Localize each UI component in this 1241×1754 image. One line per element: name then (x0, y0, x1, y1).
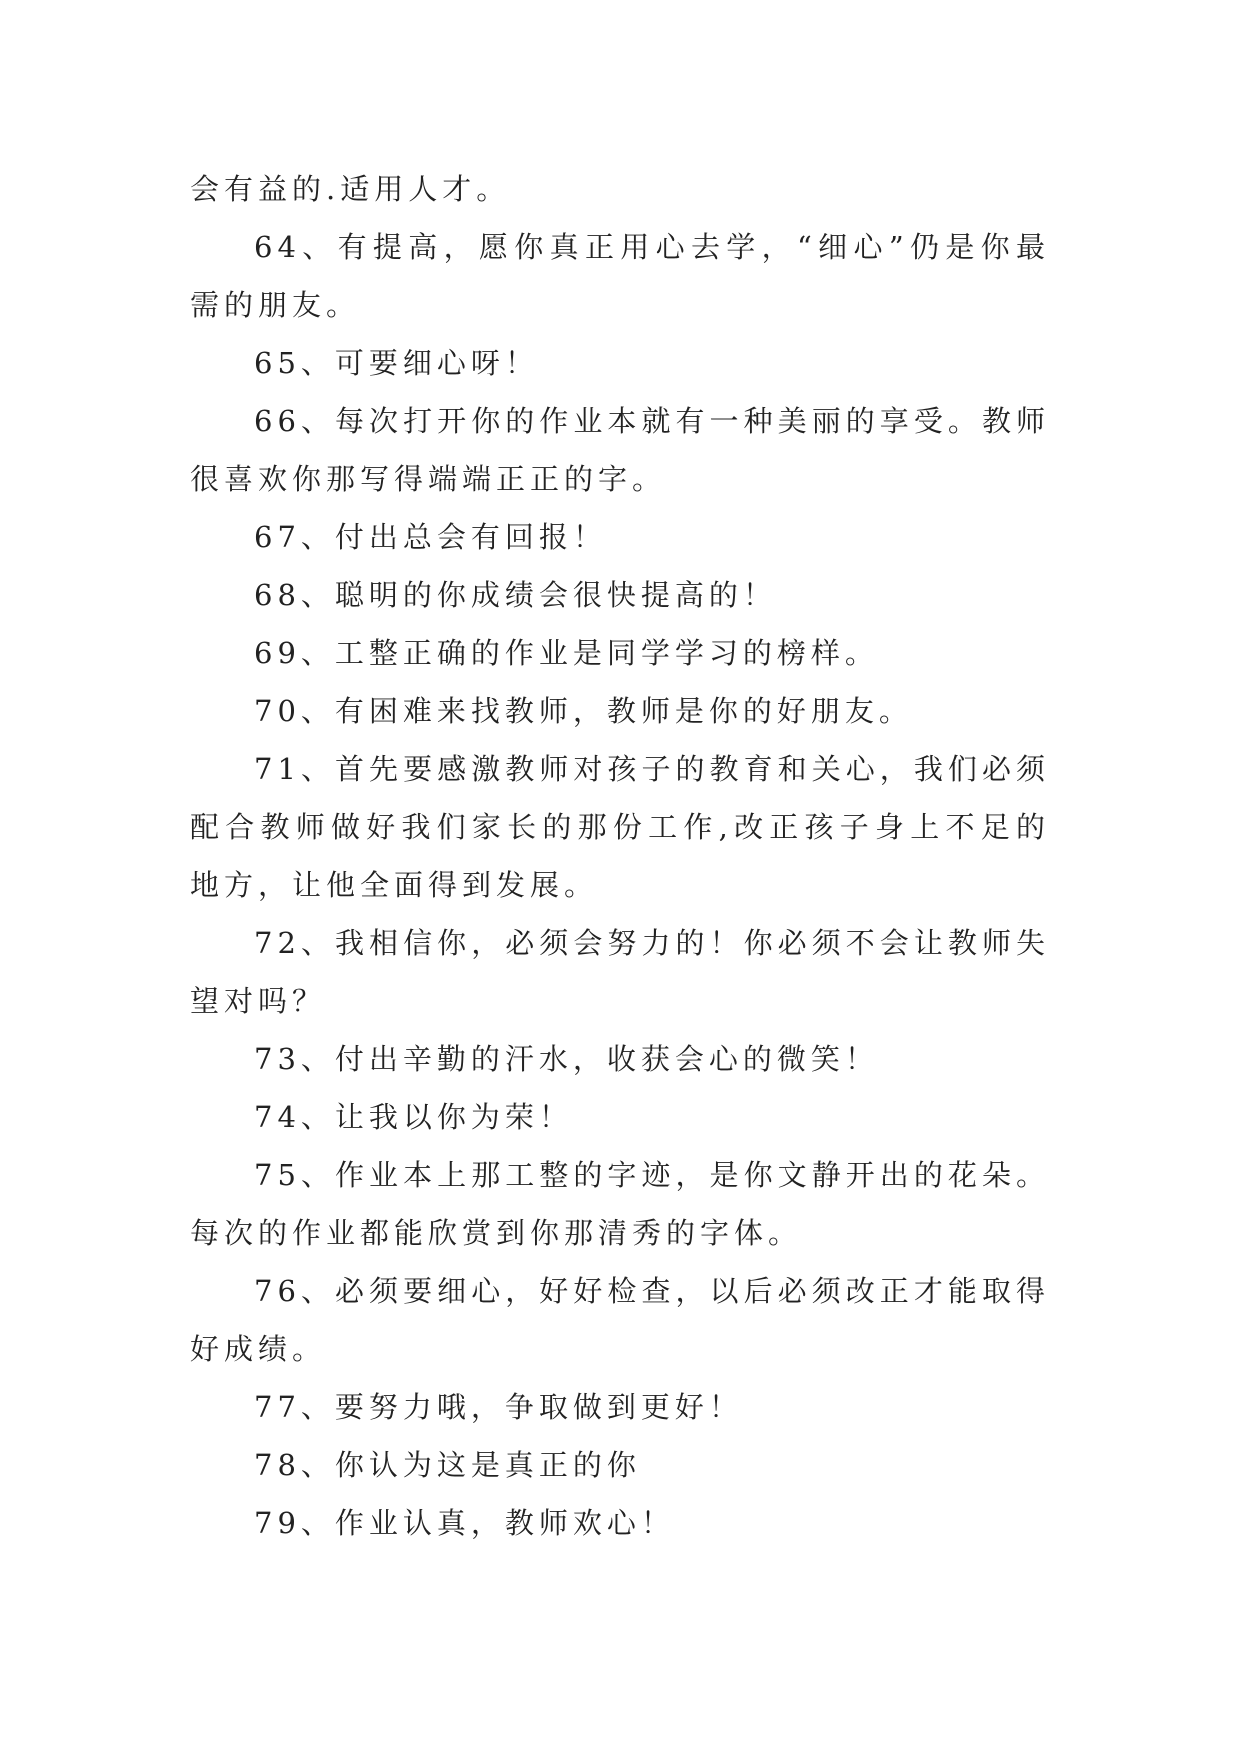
paragraph-70: 70、有困难来找教师，教师是你的好朋友。 (254, 694, 913, 728)
paragraph-71: 71、首先要感激教师对孩子的教育和关心，我们必须配合教师做好我们家长的那份工作,改正孩子身上不足的地方，让他全面得到发展。 (190, 752, 1050, 902)
paragraph-76: 76、必须要细心，好好检查，以后必须改正才能取得好成绩。 (190, 1274, 1050, 1366)
paragraph-73: 73、付出辛勤的汗水，收获会心的微笑！ (254, 1042, 879, 1076)
paragraph-78: 78、你认为这是真正的你 (254, 1448, 641, 1482)
paragraph-77: 77、要努力哦，争取做到更好！ (254, 1390, 743, 1424)
paragraph-79: 79、作业认真，教师欢心！ (254, 1506, 675, 1540)
paragraph-75: 75、作业本上那工整的字迹，是你文静开出的花朵。每次的作业都能欣赏到你那清秀的字体。 (190, 1158, 1050, 1250)
paragraph-68: 68、聪明的你成绩会很快提高的！ (254, 578, 777, 612)
paragraph-65: 65、可要细心呀！ (254, 346, 539, 380)
paragraph-continuation: 会有益的.适用人才。 (190, 172, 511, 206)
paragraph-67: 67、付出总会有回报！ (254, 520, 607, 554)
paragraph-69: 69、工整正确的作业是同学学习的榜样。 (254, 636, 879, 670)
paragraph-64: 64、有提高，愿你真正用心去学，“细心”仍是你最需的朋友。 (190, 230, 1050, 322)
paragraph-74: 74、让我以你为荣！ (254, 1100, 573, 1134)
document-body (190, 160, 1050, 1552)
paragraph-66: 66、每次打开你的作业本就有一种美丽的享受。教师很喜欢你那写得端端正正的字。 (190, 404, 1050, 496)
paragraph-72: 72、我相信你，必须会努力的！你必须不会让教师失望对吗？ (190, 926, 1050, 1018)
